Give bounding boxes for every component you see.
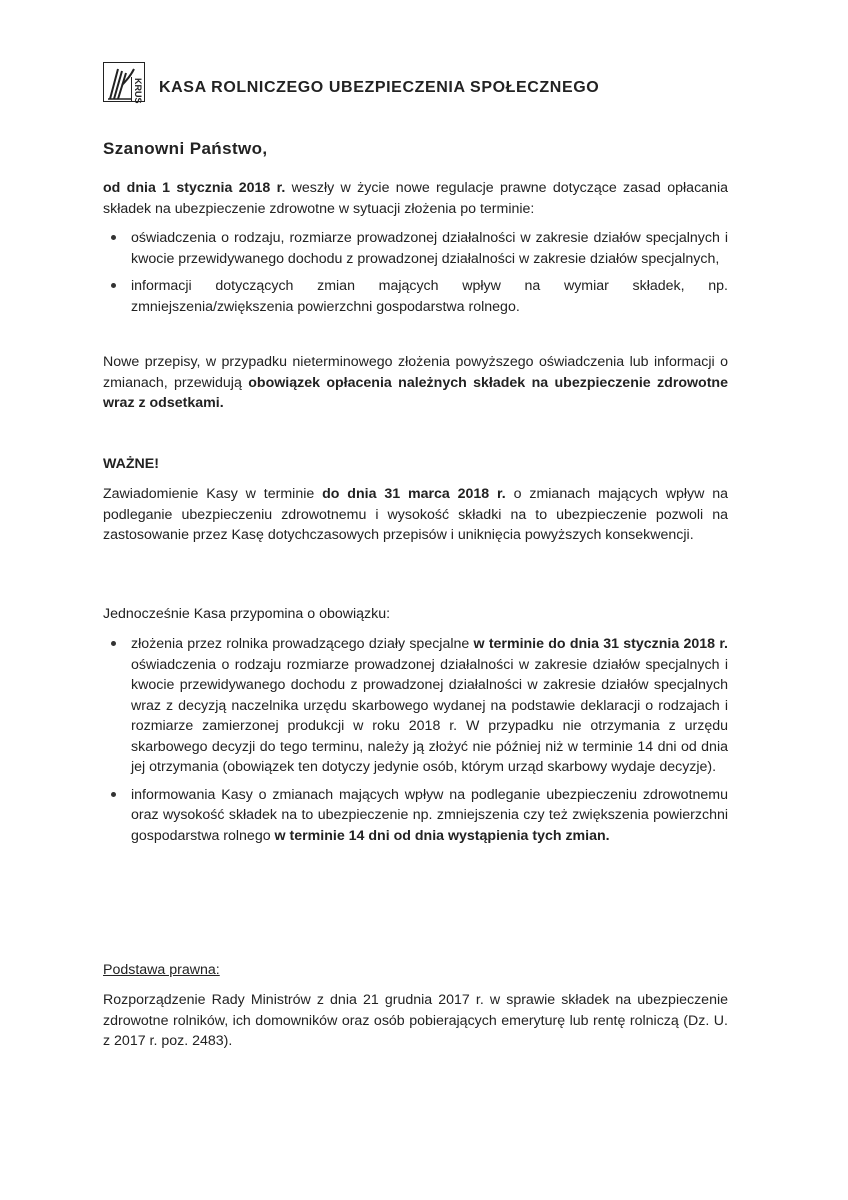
bullet-icon <box>111 235 116 240</box>
organization-name: KASA ROLNICZEGO UBEZPIECZENIA SPOŁECZNEGO <box>159 79 600 96</box>
intro-text: weszły w życie nowe regulacje prawne dotyczące zasad opłacania składek na ubezpieczenie zdrowotne w sytuacji złożenia po terminie: <box>103 180 728 217</box>
intro-date: od dnia 1 stycznia 2018 r. <box>103 180 286 196</box>
letterhead <box>103 62 599 102</box>
important-text-2: o zmianach mających wpływ na podleganie ubezpieczeniu zdrowotnemu i wysokość składki na to ubezpieczenie pozwoli na zastosowanie przez Kasę dotychczasowych przepisów i uniknięcia powyższych konsekwencji. <box>103 486 728 543</box>
important-text-1: Zawiadomienie Kasy w terminie <box>103 486 323 502</box>
legal-basis-heading: Podstawa prawna: <box>103 962 220 978</box>
regulation-list <box>103 228 728 324</box>
list-item <box>103 785 728 847</box>
legal-basis-text: Rozporządzenie Rady Ministrów z dnia 21 grudnia 2017 r. w sprawie składek na ubezpieczenie zdrowotne rolników, ich domowników oraz osób pobierających emeryturę lub rentę rolniczą (Dz. U. z 2017 r. poz. 2483). <box>103 992 728 1049</box>
obligation-text: złożenia przez rolnika prowadzącego działy specjalne <box>131 636 474 652</box>
list-item <box>103 228 728 269</box>
list-item <box>103 276 728 317</box>
greeting: Szanowni Państwo, <box>103 139 268 158</box>
obligation-text: oświadczenia o rodzaju rozmiarze prowadzonej działalności w zakresie działów specjalnych i kwocie przewidywanego dochodu z prowadzonej działalności w zakresie działów specjalnych wraz z decyzją naczelnika urzędu skarbowego wydanej na podstawie deklaracji o rodzajach i rozmiarze zamierzonej produkcji w roku 2018 r. W przypadku nie otrzymania z urzędu skarbowego decyzji do tego terminu, należy ją złożyć nie później niż w terminie 14 dni od dnia jej otrzymania (obowiązek ten dotyczy jedynie osób, którym urząd skarbowy wydaje decyzje). <box>131 656 728 775</box>
list-item <box>103 634 728 778</box>
logo-lettering: KRUS <box>133 78 143 104</box>
obligation-list <box>103 634 728 853</box>
list-item-text: oświadczenia o rodzaju, rozmiarze prowadzonej działalności w zakresie działów specjalnych i kwocie przewidywanego dochodu z prowadzonej działalności w zakresie działów specjalnych, <box>131 230 728 267</box>
obligation-deadline: w terminie do dnia 31 stycznia 2018 r. <box>473 636 729 652</box>
obligation-deadline: w terminie 14 dni od dnia wystąpienia tych zmian. <box>274 827 610 844</box>
important-date: do dnia 31 marca 2018 r. <box>322 486 506 502</box>
krus-logo <box>103 62 145 102</box>
reminder-line: Jednocześnie Kasa przypomina o obowiązku: <box>103 606 391 622</box>
list-item-text: informacji dotyczących zmian mających wpływ na wymiar składek, np. zmniejszenia/zwiększenia powierzchni gospodarstwa rolnego. <box>131 278 728 315</box>
consequence-paragraph <box>103 352 728 414</box>
bullet-icon <box>111 641 116 646</box>
intro-paragraph <box>103 178 728 219</box>
consequence-text: Nowe przepisy, w przypadku nieterminowego złożenia powyższego oświadczenia lub informacji o zmianach, przewidują <box>103 354 728 391</box>
consequence-bold: obowiązek opłacenia należnych składek na ubezpieczenie zdrowotne wraz z odsetkami. <box>103 374 728 411</box>
obligation-text: informowania Kasy o zmianach mających wpływ na podleganie ubezpieczeniu zdrowotnemu oraz wysokość składek na to ubezpieczenie np. zmniejszenia czy też zwiększenia powierzchni gospodarstwa rolnego <box>131 786 728 844</box>
important-paragraph <box>103 484 728 546</box>
bullet-icon <box>111 792 116 797</box>
important-heading: WAŻNE! <box>103 456 159 472</box>
bullet-icon <box>111 283 116 288</box>
